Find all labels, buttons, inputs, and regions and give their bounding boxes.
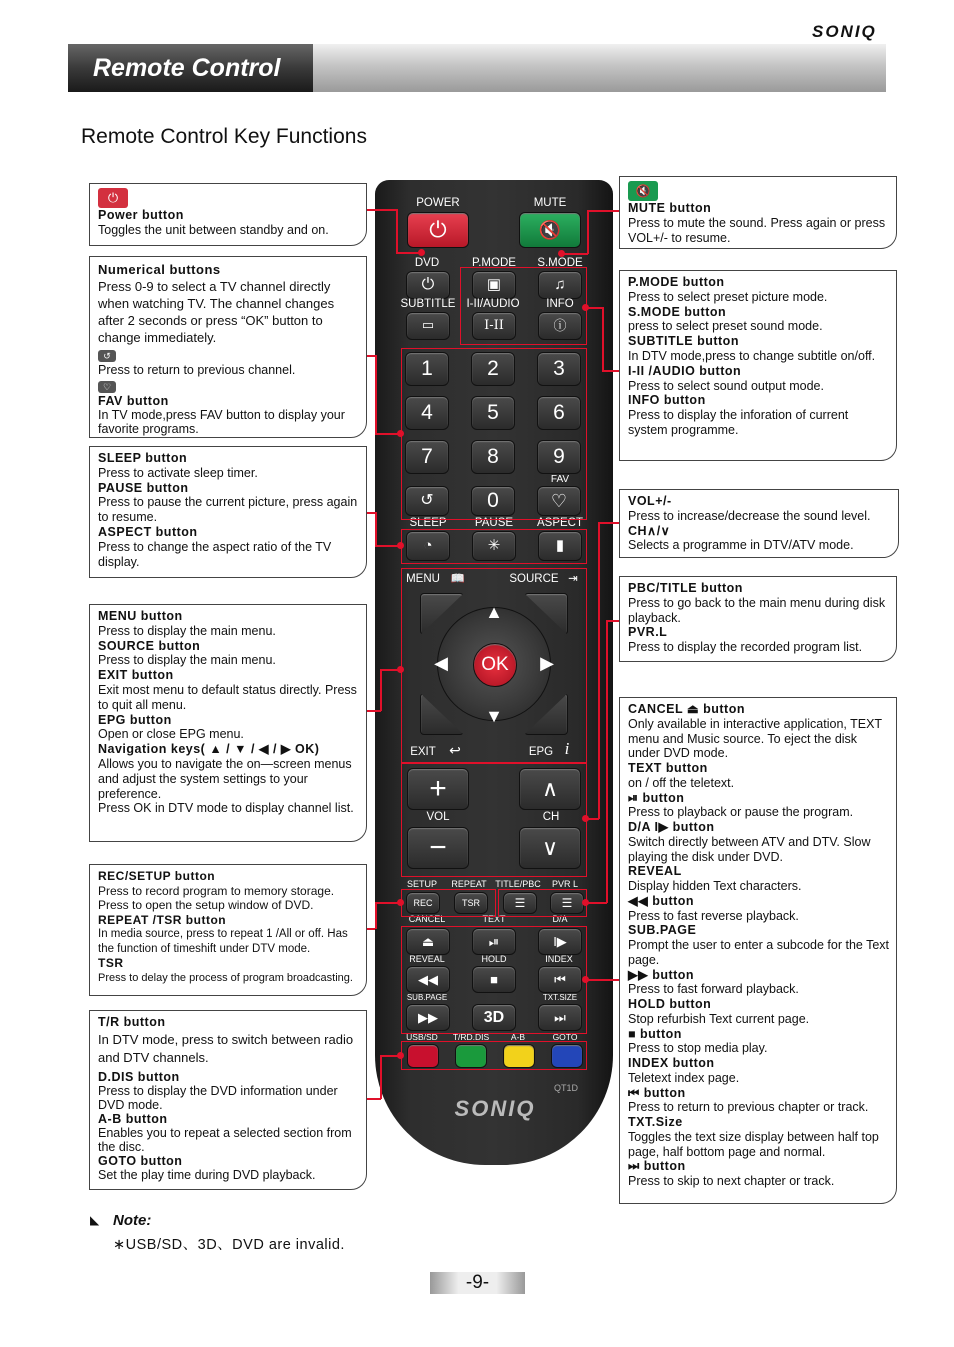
ch-text: Selects a programme in DTV/ATV mode. [628,538,854,553]
goto-label: GOTO [552,1032,578,1042]
sleep-text: Press to activate sleep timer. [98,465,258,480]
vol-down-key[interactable]: − [407,827,469,869]
vol-label: VOL [426,811,450,823]
prev-key[interactable]: ⏮ [538,966,582,993]
aspect-title: ASPECT button [98,524,198,539]
reveal-label: REVEAL [409,954,445,964]
callout-line [380,1055,382,1099]
callout-line [396,252,420,254]
cancel-eject-key[interactable]: ⏏ [406,928,450,955]
stop-text: Press to stop media play. [628,1041,768,1056]
ch-title: CH∧/∨ [628,523,671,538]
callout-line [602,307,604,371]
callout-line [587,210,589,254]
number-group-outline [401,348,587,520]
callout-line [367,355,375,357]
hold-text: Stop refurbish Text current page. [628,1011,810,1026]
power-title: Power button [98,208,184,222]
pmode-box [619,270,897,461]
callout-dot [397,430,404,437]
info-key[interactable]: ⓘ [538,312,582,340]
rewind-key[interactable]: ◀◀ [406,966,450,993]
mute-key[interactable]: 🔇 [519,212,581,248]
fav-text: In TV mode,press FAV button to display your favorite programs. [98,408,345,436]
recall-icon: ↺ [98,350,116,362]
text-label: TEXT [482,914,506,924]
pbc-box [619,576,897,662]
callout-line [587,210,619,212]
key-1[interactable]: 1 [405,352,449,386]
text-title: TEXT button [628,761,708,775]
repeat-title: REPEAT /TSR button [98,912,227,927]
audio-text: Press to select sound output mode. [628,378,824,393]
ch-down-key[interactable]: ∨ [519,827,581,869]
info-title: INFO button [628,393,706,408]
subtitle-text: In DTV mode,press to change subtitle on/off. [628,348,876,363]
source-title: SOURCE button [98,638,201,653]
source-label: SOURCE [509,573,559,585]
key-6[interactable]: 6 [537,396,581,430]
play-title: ⏯ button [628,790,685,805]
callout-line [598,522,619,524]
smode-label: S.MODE [537,257,583,269]
key-5[interactable]: 5 [471,396,515,430]
subtitle-title: SUBTITLE button [628,334,739,349]
callout-line [606,620,608,903]
ch-label: CH [542,811,560,823]
menu-label: MENU [406,573,440,585]
key-2[interactable]: 2 [471,352,515,386]
repeat-label: REPEAT [451,879,487,889]
rec-title: REC/SETUP button [98,869,216,883]
fav-key[interactable]: ♡ [537,486,581,516]
subpage-title: SUB.PAGE [628,923,697,938]
audio-key[interactable]: I-II [472,312,516,340]
callout-line [367,928,375,930]
txt-title: TXT.Size [628,1115,683,1129]
next-key[interactable]: ⏭ [538,1004,582,1031]
key-0[interactable]: 0 [471,486,515,516]
pvr-title: PVR.L [628,625,668,640]
pause-key[interactable]: ✳ [472,531,516,561]
index-title: INDEX button [628,1056,715,1070]
smode-text: press to select preset sound mode. [628,319,823,334]
callout-line [602,370,619,372]
pvr-text: Press to display the recorded program list. [628,640,863,655]
tr-box [89,1010,367,1190]
goto-text: Set the play time during DVD playback. [98,1168,316,1182]
callout-line [367,512,375,514]
nav-left-key[interactable]: ◀ [434,653,448,673]
pvrl-label: PVR L [551,879,578,889]
cancel-text: Only available in interactive application, TEXT menu and Music source. To eject the disk under DVD mode. [628,716,882,761]
note-arrow-icon: ◣ [90,1213,100,1227]
callout-dot [582,899,589,906]
callout-dot [582,976,589,983]
pvrl-key[interactable]: ☰ [550,892,584,914]
subtitle-label: SUBTITLE [400,298,456,310]
callout-dot [397,666,404,673]
pmode-label: P.MODE [472,257,516,269]
hold-title: HOLD button [628,997,712,1011]
page-title: Remote Control [93,54,281,82]
numerical-text: Press 0-9 to select a TV channel directly when watching TV. The channel changes after 2 seconds or press “OK” button to change immediately. [98,279,335,345]
trddis-label: T/RD.DIS [452,1032,490,1042]
power-icon: ⏻ [98,188,128,208]
menu-text: Press to display the main menu. [98,623,276,638]
color-group-outline [401,1041,587,1070]
brand-logo: SONIQ [812,22,877,41]
da-label: D/A [552,914,568,924]
recall-key[interactable]: ↺ [405,486,449,516]
ddis-text: Press to display the DVD information under DVD mode. [98,1084,338,1112]
hold-label: HOLD [481,954,507,964]
3d-key[interactable]: 3D [472,1004,516,1031]
nav-text: Allows you to navigate the on—screen menus and adjust the system settings to your preference. [98,756,352,801]
numerical-box [89,256,367,438]
media-group-outline [401,926,587,1034]
pbc-group-outline [498,889,587,917]
pbc-text: Press to go back to the main menu during disk playback. [628,595,886,625]
cancel-label: CANCEL [408,914,446,924]
index-label: INDEX [545,954,573,964]
goto-title: GOTO button [98,1154,183,1168]
ddis-title: D.DIS button [98,1070,180,1084]
exit-title: EXIT button [98,668,174,683]
tsr-text: Press to delay the process of program broadcasting. [98,971,353,984]
page-number: -9- [430,1272,525,1294]
aspect-text: Press to change the aspect ratio of the TV display. [98,539,332,569]
callout-dot [397,899,404,906]
menu-book-icon: 📖 [450,573,466,585]
ab-text: Enables you to repeat a selected section from the disc. [98,1126,352,1154]
audio-title: I-II /AUDIO button [628,363,742,378]
play-text: Press to playback or pause the program. [628,805,854,820]
stop-title: ■ button [628,1026,682,1041]
mute-box [619,176,897,249]
callout-dot [558,250,565,257]
tr-title: T/R button [98,1015,166,1029]
power-label: POWER [416,197,460,209]
callout-line [367,209,397,211]
nav-group-outline [401,568,587,763]
titlepbc-key[interactable]: ☰ [503,892,537,914]
callout-line [598,522,600,819]
fav-label: FAV [550,474,570,485]
nav-up-key[interactable]: ▲ [485,602,503,622]
model-label: QT1D [553,1083,578,1093]
callout-line [587,307,603,309]
epg-text: Open or close EPG menu. [98,727,244,742]
play-pause-key[interactable]: ⏯ [472,928,516,955]
da-text: Switch directly between ATV and DTV. Slow playing the disk under DVD. [628,834,871,864]
exit-return-icon: ↩ [449,742,461,758]
volch-group-outline [401,763,587,877]
rec-box [89,864,367,996]
smode-key[interactable]: ♫ [538,271,582,299]
ok-key[interactable]: OK [473,643,517,687]
key-4[interactable]: 4 [405,396,449,430]
key-7[interactable]: 7 [405,440,449,474]
ab-title: A-B button [98,1112,168,1126]
key-9[interactable]: 9 [537,440,581,474]
callout-line [375,512,377,545]
pbc-title: PBC/TITLE button [628,581,743,595]
dvd-label: DVD [414,257,440,269]
callout-line [375,355,377,433]
pause-title: PAUSE button [98,480,189,495]
callout-dot [582,304,589,311]
next-title: ⏭ button [628,1159,686,1174]
key-8[interactable]: 8 [471,440,515,474]
txt-text: Toggles the text size display between half top page, half bottom page and normal. [628,1129,879,1159]
rec-text: Press to record program to memory storage. Press to open the setup window of DVD. [98,883,335,912]
rew-title: ◀◀ button [628,893,695,908]
power-text: Toggles the unit between standby and on. [98,222,329,237]
vol-text: Press to increase/decrease the sound level. [628,508,871,523]
index-text: Teletext index page. [628,1070,740,1085]
titlepbc-label: TITLE/PBC [495,879,541,889]
rew-text: Press to fast reverse playback. [628,908,799,923]
callout-line [367,1098,381,1100]
ff-text: Press to fast forward playback. [628,982,799,997]
mute-text: Press to mute the sound. Press again or press VOL+/- to resume. [628,215,886,245]
smode-title: S.MODE button [628,304,727,319]
callout-line [606,620,619,622]
nav-title: Navigation keys( ▲ / ▼ / ◀ / ▶ OK) [98,742,320,757]
fav-heart-icon: ♡ [98,381,116,393]
remote-brand-logo: SONIQ [454,1096,536,1121]
tsr-title: TSR [98,956,124,970]
callout-line [375,902,377,929]
callout-line [380,669,382,711]
prev-title: ⏮ button [628,1085,686,1100]
pause-text: Press to pause the current picture, press again to resume. [98,495,358,525]
callout-line [367,710,381,712]
sleep-box [89,446,367,578]
section-title: Remote Control Key Functions [81,125,367,148]
power-key[interactable]: ⏻ [407,212,469,248]
source-icon: ⇥ [568,573,578,585]
cancel-box [619,697,897,1204]
da-title: D/A I▶ button [628,820,715,834]
exit-label: EXIT [410,746,436,758]
epg-title: EPG button [98,712,172,727]
source-text: Press to display the main menu. [98,653,276,668]
audio-label: I-II/AUDIO [466,298,520,310]
info-text: Press to display the inforation of current system programme. [628,408,849,437]
epg-info-icon: i [564,739,570,758]
recall-text: Press to return to previous channel. [98,363,296,377]
tr-text: In DTV mode, press to switch between radio and DTV channels. [98,1032,354,1065]
pause-label: PAUSE [474,517,514,529]
subpage-label: SUB.PAGE [406,993,448,1002]
callout-line [587,902,607,904]
pmode-title: P.MODE button [628,275,725,289]
mute-title: MUTE button [628,201,712,215]
txtsize-label: TXT.SIZE [542,993,578,1002]
vol-title: VOL+/- [628,494,672,508]
sleep-label: SLEEP [409,517,447,529]
sleep-group-outline [401,529,587,564]
callout-dot [582,815,589,822]
rec-key[interactable]: REC [406,892,440,914]
vol-up-key[interactable]: + [407,768,469,810]
callout-line [563,253,588,255]
aspect-key[interactable]: ▮ [538,531,582,561]
text-text: on / off the teletext. [628,775,735,790]
usbsd-label: USB/SD [406,1032,438,1042]
prev-text: Press to return to previous chapter or track. [628,1100,869,1115]
forward-key[interactable]: ▶▶ [406,1004,450,1031]
subpage-text: Prompt the user to enter a subcode for the Text page. [628,938,890,967]
cancel-title: CANCEL ⏏ button [628,702,745,716]
fav-title: FAV button [98,394,169,408]
tsr-key[interactable]: TSR [454,892,488,914]
callout-dot [397,542,404,549]
epg-label: EPG [528,746,554,758]
menu-title: MENU button [98,609,183,623]
setup-label: SETUP [406,879,437,889]
sleep-title: SLEEP button [98,451,188,465]
ch-up-key[interactable]: ∧ [519,768,581,810]
pmode-text: Press to select preset picture mode. [628,289,828,304]
sleep-key[interactable]: ◔ [406,531,450,561]
aspect-label: ASPECT [536,517,583,529]
next-text: Press to skip to next chapter or track. [628,1174,835,1188]
reveal-title: REVEAL [628,864,682,879]
exit-text: Exit most menu to default status directly. Press to quit all menu. [98,682,357,712]
key-3[interactable]: 3 [537,352,581,386]
mute-icon: 🔇 [628,181,658,201]
callout-dot [397,1052,404,1059]
slow-key[interactable]: I▶ [538,928,582,955]
pmode-key[interactable]: ▣ [472,271,516,299]
note-title: Note: [113,1212,152,1229]
nav-down-key[interactable]: ▼ [485,706,503,726]
repeat-text: In media source, press to repeat 1 /All or off. Has the function of timeshift under DTV mode. [98,928,348,955]
vol-box [619,489,899,558]
rec-group-outline [401,889,496,917]
numerical-title: Numerical buttons [98,262,221,277]
info-label: INFO [546,298,574,310]
callout-dot [418,249,425,256]
power-box [89,183,367,246]
ab-label: A-B [510,1032,526,1042]
ff-title: ▶▶ button [628,967,695,982]
stop-key[interactable]: ■ [472,966,516,993]
reveal-text: Display hidden Text characters. [628,879,802,893]
mute-label: MUTE [533,197,567,209]
subtitle-key[interactable]: ▭ [406,312,450,340]
pmode-group-outline [460,267,587,345]
note-text: ∗USB/SD、3D、DVD are invalid. [113,1237,345,1253]
nav-right-key[interactable]: ▶ [540,653,554,673]
ok-text: Press OK in DTV mode to display channel list. [98,801,354,816]
menu-box [89,604,367,842]
callout-line [587,979,619,981]
callout-line [396,209,398,253]
dvd-key[interactable]: ⏻ [406,271,450,299]
